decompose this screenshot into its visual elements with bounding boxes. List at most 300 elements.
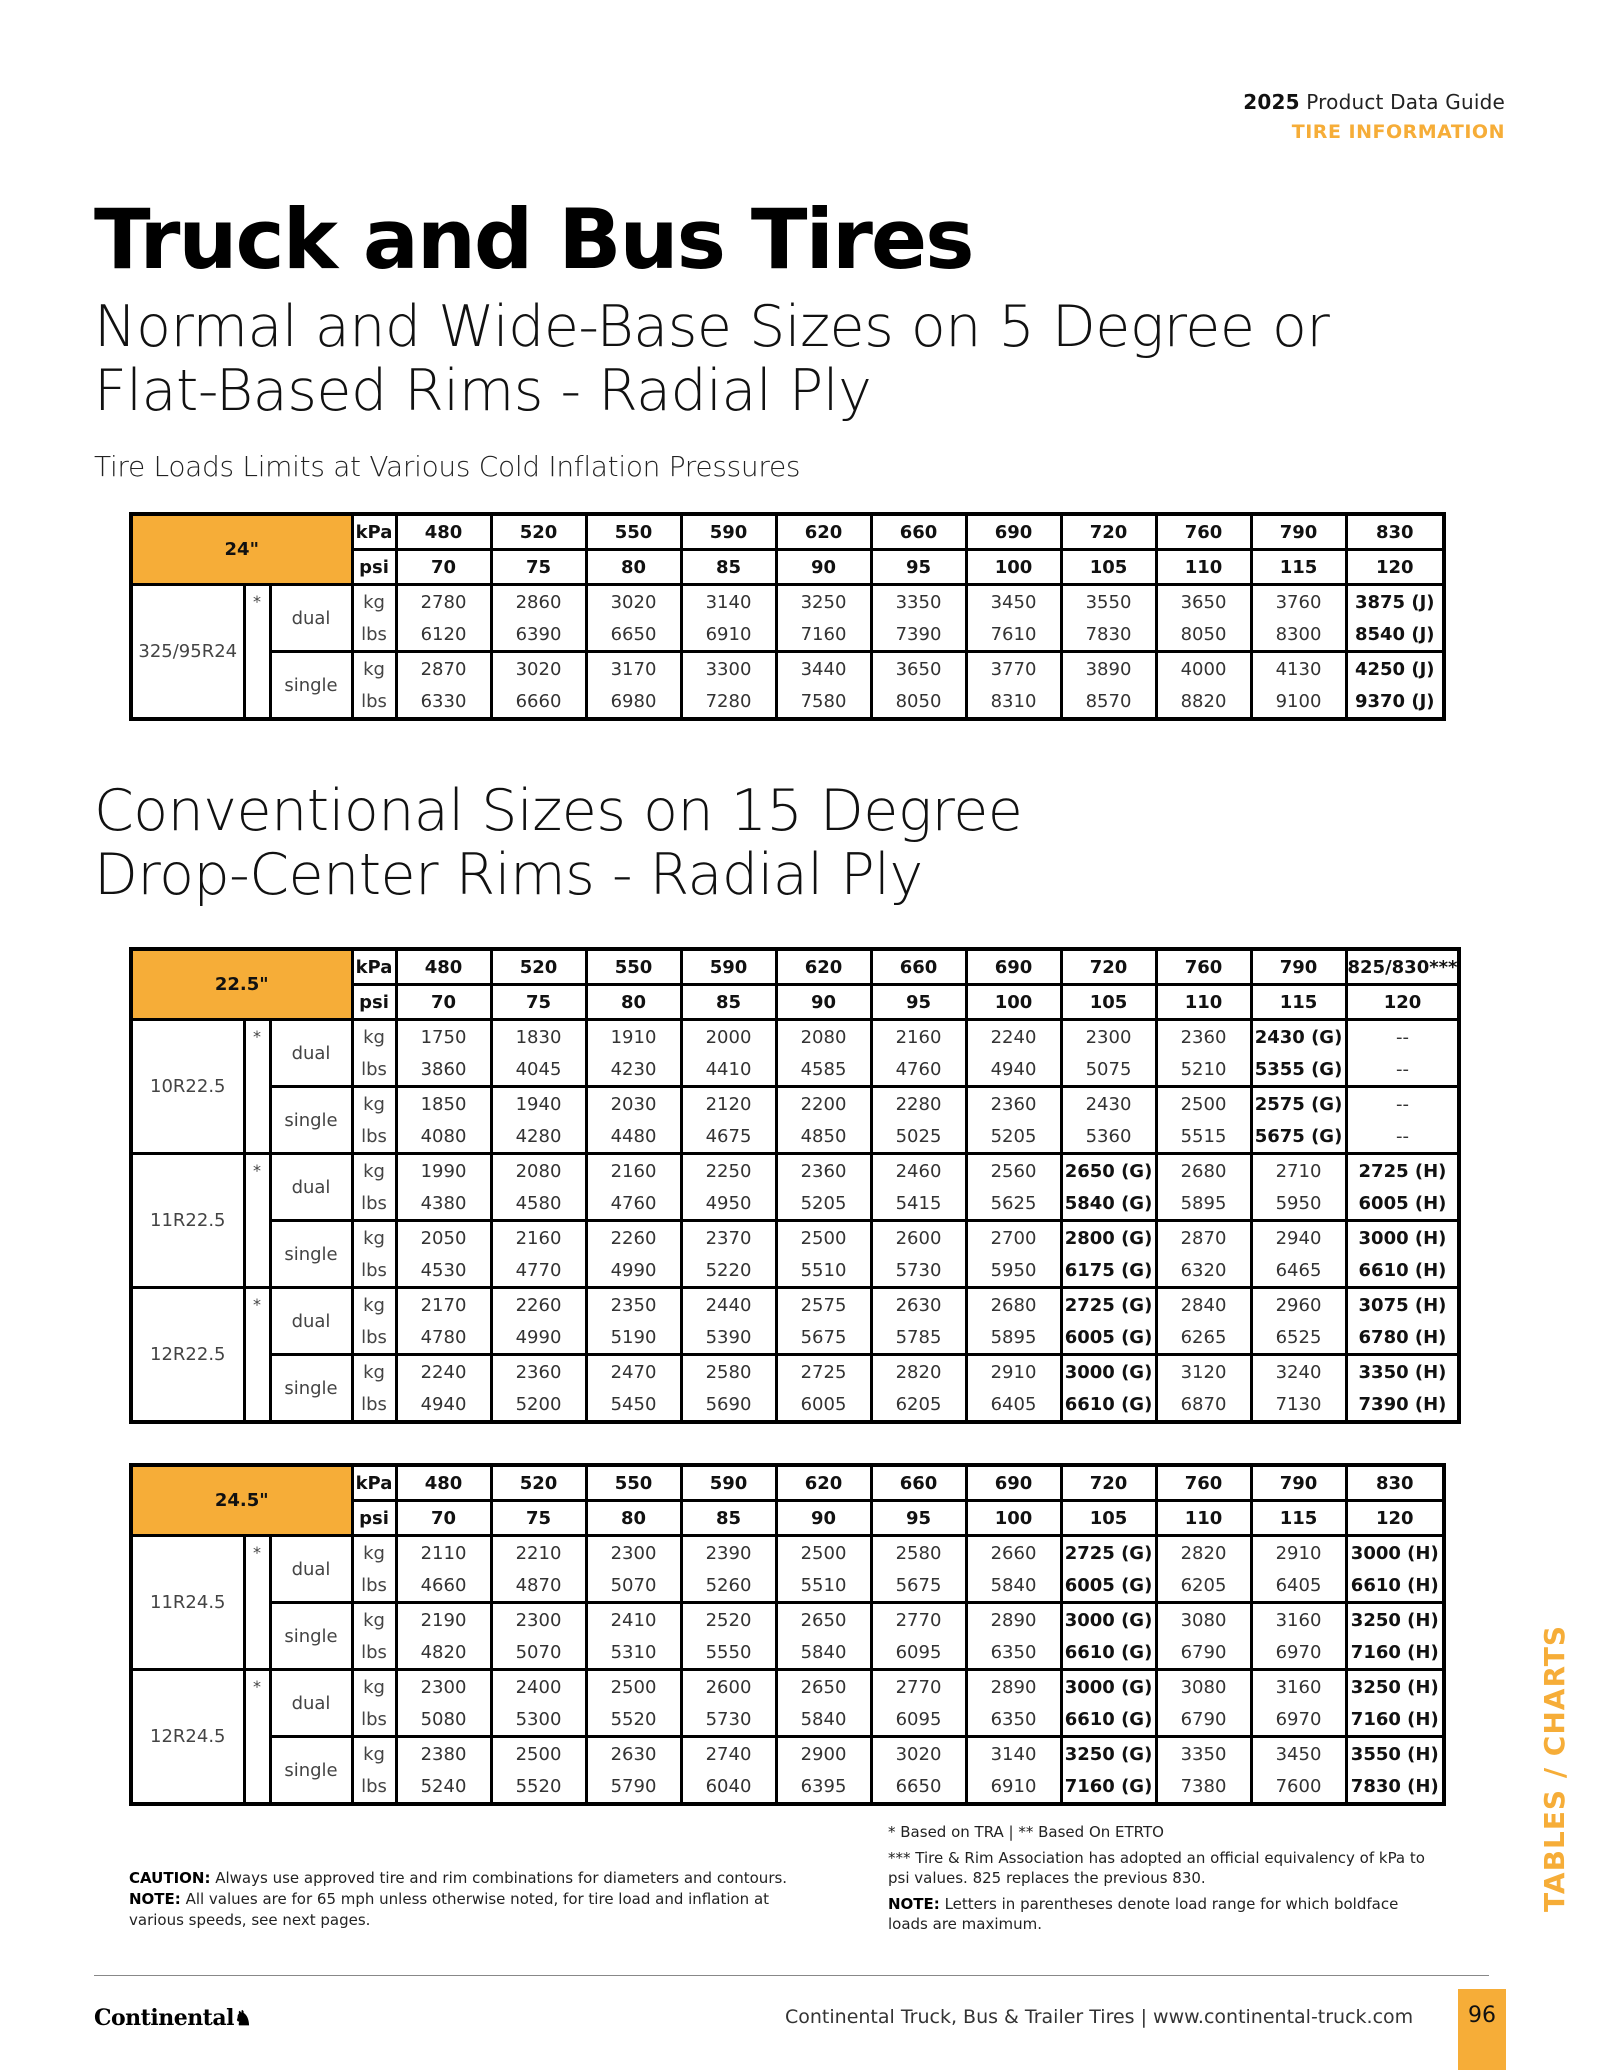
tra-marker: * bbox=[244, 585, 270, 720]
load-value: 2660 bbox=[966, 1536, 1061, 1570]
load-value: 2360 bbox=[776, 1154, 871, 1188]
load-value: 2370 bbox=[681, 1221, 776, 1255]
load-value: 2160 bbox=[491, 1221, 586, 1255]
load-value: 2960 bbox=[1251, 1288, 1346, 1322]
section1-subtitle: Normal and Wide-Base Sizes on 5 Degree or Flat-Based Rims - Radial Ply bbox=[94, 294, 1330, 424]
load-value: 1910 bbox=[586, 1020, 681, 1054]
load-value: 2900 bbox=[776, 1737, 871, 1771]
kpa-value: 830 bbox=[1346, 1465, 1444, 1501]
psi-value: 100 bbox=[966, 985, 1061, 1020]
section2-subtitle: Conventional Sizes on 15 Degree Drop-Center Rims - Radial Ply bbox=[94, 778, 1023, 908]
psi-value: 75 bbox=[491, 1501, 586, 1536]
psi-label: psi bbox=[352, 550, 396, 585]
load-value: 2350 bbox=[586, 1288, 681, 1322]
load-value: 3760 bbox=[1251, 585, 1346, 619]
load-value: 6525 bbox=[1251, 1321, 1346, 1355]
load-value: 3120 bbox=[1156, 1355, 1251, 1389]
load-value: 3075 (H) bbox=[1346, 1288, 1459, 1322]
load-value: 6395 bbox=[776, 1770, 871, 1804]
kpa-value: 790 bbox=[1251, 514, 1346, 550]
load-value: 6870 bbox=[1156, 1388, 1251, 1422]
load-value: 3000 (G) bbox=[1061, 1603, 1156, 1637]
kpa-value: 760 bbox=[1156, 949, 1251, 985]
load-value: 5205 bbox=[966, 1120, 1061, 1154]
mounting-type: dual bbox=[270, 1536, 352, 1603]
load-value: 3170 bbox=[586, 652, 681, 686]
page-title: Truck and Bus Tires bbox=[94, 191, 973, 288]
load-value: 6405 bbox=[1251, 1569, 1346, 1603]
load-value: 4675 bbox=[681, 1120, 776, 1154]
kpa-value: 590 bbox=[681, 1465, 776, 1501]
psi-value: 70 bbox=[396, 1501, 491, 1536]
load-value: 5025 bbox=[871, 1120, 966, 1154]
load-value: 2000 bbox=[681, 1020, 776, 1054]
load-value: 2910 bbox=[1251, 1536, 1346, 1570]
load-value: 8310 bbox=[966, 685, 1061, 719]
kpa-value: 690 bbox=[966, 949, 1061, 985]
load-value: 6780 (H) bbox=[1346, 1321, 1459, 1355]
load-value: 2890 bbox=[966, 1670, 1061, 1704]
load-value: 2300 bbox=[491, 1603, 586, 1637]
load-value: 5840 bbox=[776, 1703, 871, 1737]
unit-label: lbs bbox=[352, 618, 396, 652]
load-value: 2600 bbox=[871, 1221, 966, 1255]
load-value: 2500 bbox=[491, 1737, 586, 1771]
load-value: 2030 bbox=[586, 1087, 681, 1121]
table-row bbox=[131, 585, 1444, 619]
load-value: 2710 bbox=[1251, 1154, 1346, 1188]
load-value: 6350 bbox=[966, 1636, 1061, 1670]
load-value: 3450 bbox=[1251, 1737, 1346, 1771]
kpa-value: 660 bbox=[871, 949, 966, 985]
load-value: 7130 bbox=[1251, 1388, 1346, 1422]
mounting-type: single bbox=[270, 1087, 352, 1154]
load-value: 2360 bbox=[1156, 1020, 1251, 1054]
load-value: 9370 (J) bbox=[1346, 685, 1444, 719]
mounting-type: single bbox=[270, 1355, 352, 1423]
load-value: 2470 bbox=[586, 1355, 681, 1389]
psi-value: 80 bbox=[586, 985, 681, 1020]
load-value: 5550 bbox=[681, 1636, 776, 1670]
psi-value: 80 bbox=[586, 1501, 681, 1536]
unit-label: kg bbox=[352, 1536, 396, 1570]
load-value: 4990 bbox=[586, 1254, 681, 1288]
load-value: 7610 bbox=[966, 618, 1061, 652]
mounting-type: dual bbox=[270, 1670, 352, 1737]
load-value: 6970 bbox=[1251, 1636, 1346, 1670]
table-24-5 bbox=[129, 1463, 1446, 1806]
load-value: 3650 bbox=[871, 652, 966, 686]
tra-marker: * bbox=[244, 1288, 270, 1423]
footnotes: * Based on TRA | ** Based On ETRTO *** Tire & Rim Association has adopted an official equivalency of kPa to psi values. 825 replaces the previous 830. NOTE: Letters in parentheses denote load range for which boldface loads are maximum. bbox=[888, 1823, 1425, 1933]
load-value: 5310 bbox=[586, 1636, 681, 1670]
kpa-value: 480 bbox=[396, 949, 491, 985]
load-value: 5220 bbox=[681, 1254, 776, 1288]
load-value: 3080 bbox=[1156, 1603, 1251, 1637]
unit-label: kg bbox=[352, 1221, 396, 1255]
load-value: 7280 bbox=[681, 685, 776, 719]
load-value: 5075 bbox=[1061, 1053, 1156, 1087]
load-value: 2840 bbox=[1156, 1288, 1251, 1322]
load-value: 5510 bbox=[776, 1254, 871, 1288]
table-row bbox=[131, 1603, 1444, 1637]
kpa-value: 620 bbox=[776, 949, 871, 985]
load-value: 2200 bbox=[776, 1087, 871, 1121]
load-value: 4530 bbox=[396, 1254, 491, 1288]
load-value: 4000 bbox=[1156, 652, 1251, 686]
load-value: 3250 (H) bbox=[1346, 1670, 1444, 1704]
table-row bbox=[131, 1020, 1459, 1054]
load-value: 6650 bbox=[871, 1770, 966, 1804]
load-value: 2390 bbox=[681, 1536, 776, 1570]
load-value: 4870 bbox=[491, 1569, 586, 1603]
load-value: 1990 bbox=[396, 1154, 491, 1188]
load-value: 2500 bbox=[586, 1670, 681, 1704]
load-value: 3000 (H) bbox=[1346, 1221, 1459, 1255]
load-value: 4380 bbox=[396, 1187, 491, 1221]
load-value: 6265 bbox=[1156, 1321, 1251, 1355]
psi-label: psi bbox=[352, 1501, 396, 1536]
load-value: 2400 bbox=[491, 1670, 586, 1704]
load-value: 5520 bbox=[491, 1770, 586, 1804]
load-value: 2870 bbox=[1156, 1221, 1251, 1255]
load-value: 2580 bbox=[871, 1536, 966, 1570]
load-value: 3250 (G) bbox=[1061, 1737, 1156, 1771]
kpa-value: 720 bbox=[1061, 949, 1156, 985]
load-value: 5675 bbox=[776, 1321, 871, 1355]
load-value: 3000 (H) bbox=[1346, 1536, 1444, 1570]
load-value: 2820 bbox=[871, 1355, 966, 1389]
load-value: 8570 bbox=[1061, 685, 1156, 719]
load-value: 2080 bbox=[491, 1154, 586, 1188]
load-value: 6005 (G) bbox=[1061, 1321, 1156, 1355]
load-value: 3250 (H) bbox=[1346, 1603, 1444, 1637]
psi-value: 80 bbox=[586, 550, 681, 585]
kpa-value: 760 bbox=[1156, 514, 1251, 550]
load-value: 2680 bbox=[1156, 1154, 1251, 1188]
unit-label: kg bbox=[352, 1154, 396, 1188]
load-value: 4480 bbox=[586, 1120, 681, 1154]
load-value: -- bbox=[1346, 1020, 1459, 1054]
load-value: 6005 (H) bbox=[1346, 1187, 1459, 1221]
load-value: 2630 bbox=[871, 1288, 966, 1322]
kpa-value: 790 bbox=[1251, 1465, 1346, 1501]
load-value: 5390 bbox=[681, 1321, 776, 1355]
load-value: 2650 bbox=[776, 1603, 871, 1637]
unit-label: kg bbox=[352, 1355, 396, 1389]
load-value: 8820 bbox=[1156, 685, 1251, 719]
load-value: 2170 bbox=[396, 1288, 491, 1322]
load-value: 2770 bbox=[871, 1603, 966, 1637]
unit-label: kg bbox=[352, 1087, 396, 1121]
psi-value: 85 bbox=[681, 1501, 776, 1536]
load-value: 2650 bbox=[776, 1670, 871, 1704]
load-value: 6405 bbox=[966, 1388, 1061, 1422]
load-value: 5300 bbox=[491, 1703, 586, 1737]
load-value: 2260 bbox=[586, 1221, 681, 1255]
load-value: 4280 bbox=[491, 1120, 586, 1154]
load-value: 6650 bbox=[586, 618, 681, 652]
load-value: 2250 bbox=[681, 1154, 776, 1188]
tire-size: 12R22.5 bbox=[131, 1288, 244, 1423]
load-value: 6610 (H) bbox=[1346, 1254, 1459, 1288]
footer-divider bbox=[94, 1975, 1489, 1976]
mounting-type: dual bbox=[270, 1154, 352, 1221]
load-value: 4585 bbox=[776, 1053, 871, 1087]
load-value: -- bbox=[1346, 1053, 1459, 1087]
load-value: 6910 bbox=[681, 618, 776, 652]
load-value: 6005 (G) bbox=[1061, 1569, 1156, 1603]
load-value: 3350 bbox=[871, 585, 966, 619]
load-value: 5205 bbox=[776, 1187, 871, 1221]
load-value: 2520 bbox=[681, 1603, 776, 1637]
psi-value: 120 bbox=[1346, 1501, 1444, 1536]
psi-value: 115 bbox=[1251, 1501, 1346, 1536]
load-value: 3160 bbox=[1251, 1670, 1346, 1704]
tra-marker: * bbox=[244, 1670, 270, 1805]
load-value: 2260 bbox=[491, 1288, 586, 1322]
load-value: 1830 bbox=[491, 1020, 586, 1054]
tire-size: 11R24.5 bbox=[131, 1536, 244, 1670]
load-value: 2410 bbox=[586, 1603, 681, 1637]
psi-value: 105 bbox=[1061, 985, 1156, 1020]
load-value: 2680 bbox=[966, 1288, 1061, 1322]
kpa-value: 590 bbox=[681, 949, 776, 985]
load-value: 7830 (H) bbox=[1346, 1770, 1444, 1804]
kpa-label: kPa bbox=[352, 514, 396, 550]
tra-marker: * bbox=[244, 1020, 270, 1154]
load-value: 4580 bbox=[491, 1187, 586, 1221]
load-value: 2600 bbox=[681, 1670, 776, 1704]
table-row bbox=[131, 652, 1444, 686]
load-value: 3650 bbox=[1156, 585, 1251, 619]
psi-value: 95 bbox=[871, 985, 966, 1020]
load-value: 5070 bbox=[586, 1569, 681, 1603]
tire-size: 10R22.5 bbox=[131, 1020, 244, 1154]
load-value: 3020 bbox=[491, 652, 586, 686]
psi-value: 110 bbox=[1156, 985, 1251, 1020]
psi-value: 75 bbox=[491, 985, 586, 1020]
load-value: 5515 bbox=[1156, 1120, 1251, 1154]
load-value: 2300 bbox=[1061, 1020, 1156, 1054]
load-value: 2160 bbox=[586, 1154, 681, 1188]
load-value: 4780 bbox=[396, 1321, 491, 1355]
load-value: 6610 (G) bbox=[1061, 1388, 1156, 1422]
psi-value: 115 bbox=[1251, 985, 1346, 1020]
psi-value: 90 bbox=[776, 985, 871, 1020]
load-value: 2050 bbox=[396, 1221, 491, 1255]
psi-value: 105 bbox=[1061, 550, 1156, 585]
load-value: 4410 bbox=[681, 1053, 776, 1087]
load-value: 6790 bbox=[1156, 1636, 1251, 1670]
load-value: 2780 bbox=[396, 585, 491, 619]
kpa-value: 760 bbox=[1156, 1465, 1251, 1501]
load-value: 2870 bbox=[396, 652, 491, 686]
load-value: 1940 bbox=[491, 1087, 586, 1121]
load-value: 6910 bbox=[966, 1770, 1061, 1804]
load-value: 7160 (H) bbox=[1346, 1703, 1444, 1737]
load-value: 3020 bbox=[871, 1737, 966, 1771]
table-row bbox=[131, 1221, 1459, 1255]
load-value: 7380 bbox=[1156, 1770, 1251, 1804]
load-value: 3160 bbox=[1251, 1603, 1346, 1637]
load-value: 6465 bbox=[1251, 1254, 1346, 1288]
load-value: 2210 bbox=[491, 1536, 586, 1570]
kpa-value: 520 bbox=[491, 1465, 586, 1501]
load-value: 2160 bbox=[871, 1020, 966, 1054]
load-value: 5950 bbox=[966, 1254, 1061, 1288]
unit-label: lbs bbox=[352, 1770, 396, 1804]
psi-value: 110 bbox=[1156, 550, 1251, 585]
load-value: 2240 bbox=[396, 1355, 491, 1389]
load-value: 5510 bbox=[776, 1569, 871, 1603]
tire-size: 325/95R24 bbox=[131, 585, 244, 720]
load-value: 4990 bbox=[491, 1321, 586, 1355]
load-value: 2740 bbox=[681, 1737, 776, 1771]
load-value: 4820 bbox=[396, 1636, 491, 1670]
load-value: 6205 bbox=[871, 1388, 966, 1422]
load-value: 7390 (H) bbox=[1346, 1388, 1459, 1422]
load-value: 2460 bbox=[871, 1154, 966, 1188]
load-value: 2080 bbox=[776, 1020, 871, 1054]
load-value: 7160 bbox=[776, 618, 871, 652]
load-value: 6610 (H) bbox=[1346, 1569, 1444, 1603]
table-row bbox=[131, 1536, 1444, 1570]
load-value: 3450 bbox=[966, 585, 1061, 619]
load-value: 4130 bbox=[1251, 652, 1346, 686]
psi-value: 100 bbox=[966, 550, 1061, 585]
kpa-value: 690 bbox=[966, 514, 1061, 550]
load-value: 5240 bbox=[396, 1770, 491, 1804]
load-value: 2800 (G) bbox=[1061, 1221, 1156, 1255]
load-value: 6095 bbox=[871, 1703, 966, 1737]
footer-text: Continental Truck, Bus & Trailer Tires | www.continental-truck.com bbox=[785, 2006, 1414, 2028]
load-value: 9100 bbox=[1251, 685, 1346, 719]
psi-value: 95 bbox=[871, 550, 966, 585]
load-value: 8540 (J) bbox=[1346, 618, 1444, 652]
kpa-label: kPa bbox=[352, 949, 396, 985]
load-value: 7580 bbox=[776, 685, 871, 719]
load-value: 3350 (H) bbox=[1346, 1355, 1459, 1389]
table-row bbox=[131, 1355, 1459, 1389]
load-value: 5840 bbox=[966, 1569, 1061, 1603]
load-value: 4950 bbox=[681, 1187, 776, 1221]
load-value: 5625 bbox=[966, 1187, 1061, 1221]
load-value: 2500 bbox=[1156, 1087, 1251, 1121]
load-value: 2110 bbox=[396, 1536, 491, 1570]
kpa-value: 825/830*** bbox=[1346, 949, 1459, 985]
load-value: 7600 bbox=[1251, 1770, 1346, 1804]
kpa-value: 620 bbox=[776, 1465, 871, 1501]
load-value: 3000 (G) bbox=[1061, 1355, 1156, 1389]
unit-label: lbs bbox=[352, 1569, 396, 1603]
load-value: 5450 bbox=[586, 1388, 681, 1422]
load-value: 3770 bbox=[966, 652, 1061, 686]
load-value: 2820 bbox=[1156, 1536, 1251, 1570]
kpa-value: 620 bbox=[776, 514, 871, 550]
load-value: 6390 bbox=[491, 618, 586, 652]
kpa-value: 550 bbox=[586, 1465, 681, 1501]
load-value: 6330 bbox=[396, 685, 491, 719]
page-number: 96 bbox=[1458, 1989, 1506, 2070]
load-value: 2650 (G) bbox=[1061, 1154, 1156, 1188]
load-value: 2380 bbox=[396, 1737, 491, 1771]
rim-size-header: 24" bbox=[131, 514, 352, 585]
kpa-value: 520 bbox=[491, 514, 586, 550]
table-row bbox=[131, 1288, 1459, 1322]
psi-value: 110 bbox=[1156, 1501, 1251, 1536]
load-value: 1750 bbox=[396, 1020, 491, 1054]
kpa-value: 690 bbox=[966, 1465, 1061, 1501]
psi-value: 105 bbox=[1061, 1501, 1156, 1536]
section-label: TIRE INFORMATION bbox=[1291, 121, 1505, 143]
load-value: 6205 bbox=[1156, 1569, 1251, 1603]
load-value: 5070 bbox=[491, 1636, 586, 1670]
continental-logo: Continental♞ bbox=[94, 2005, 252, 2031]
load-value: 5415 bbox=[871, 1187, 966, 1221]
unit-label: lbs bbox=[352, 1053, 396, 1087]
load-value: 5360 bbox=[1061, 1120, 1156, 1154]
load-value: 2430 (G) bbox=[1251, 1020, 1346, 1054]
load-value: 6610 (G) bbox=[1061, 1703, 1156, 1737]
table-22-5 bbox=[129, 947, 1461, 1424]
load-value: 3350 bbox=[1156, 1737, 1251, 1771]
load-value: 2700 bbox=[966, 1221, 1061, 1255]
kpa-value: 550 bbox=[586, 949, 681, 985]
load-value: 2360 bbox=[966, 1087, 1061, 1121]
load-value: 5200 bbox=[491, 1388, 586, 1422]
tra-marker: * bbox=[244, 1536, 270, 1670]
kpa-value: 830 bbox=[1346, 514, 1444, 550]
load-value: 2500 bbox=[776, 1221, 871, 1255]
kpa-value: 660 bbox=[871, 514, 966, 550]
load-value: 6320 bbox=[1156, 1254, 1251, 1288]
table-24 bbox=[129, 512, 1446, 721]
load-value: 5840 bbox=[776, 1636, 871, 1670]
kpa-value: 550 bbox=[586, 514, 681, 550]
kpa-value: 790 bbox=[1251, 949, 1346, 985]
guide-title: 2025 Product Data Guide bbox=[1243, 90, 1505, 114]
kpa-label: kPa bbox=[352, 1465, 396, 1501]
load-value: 7390 bbox=[871, 618, 966, 652]
unit-label: kg bbox=[352, 1020, 396, 1054]
psi-label: psi bbox=[352, 985, 396, 1020]
unit-label: kg bbox=[352, 1670, 396, 1704]
load-value: 5190 bbox=[586, 1321, 681, 1355]
unit-label: kg bbox=[352, 585, 396, 619]
load-value: 2725 (H) bbox=[1346, 1154, 1459, 1188]
load-value: 3000 (G) bbox=[1061, 1670, 1156, 1704]
load-value: 4850 bbox=[776, 1120, 871, 1154]
load-value: 4080 bbox=[396, 1120, 491, 1154]
psi-value: 70 bbox=[396, 985, 491, 1020]
kpa-value: 590 bbox=[681, 514, 776, 550]
side-tab-label: TABLES / CHARTS bbox=[1538, 1624, 1571, 1912]
load-value: 6040 bbox=[681, 1770, 776, 1804]
load-value: 3080 bbox=[1156, 1670, 1251, 1704]
mounting-type: single bbox=[270, 1737, 352, 1805]
load-value: 7830 bbox=[1061, 618, 1156, 652]
load-value: 6095 bbox=[871, 1636, 966, 1670]
load-value: 4045 bbox=[491, 1053, 586, 1087]
psi-value: 100 bbox=[966, 1501, 1061, 1536]
load-value: 5690 bbox=[681, 1388, 776, 1422]
load-value: 2770 bbox=[871, 1670, 966, 1704]
load-value: 3300 bbox=[681, 652, 776, 686]
rim-size-header: 24.5" bbox=[131, 1465, 352, 1536]
load-value: -- bbox=[1346, 1087, 1459, 1121]
load-value: 2575 bbox=[776, 1288, 871, 1322]
